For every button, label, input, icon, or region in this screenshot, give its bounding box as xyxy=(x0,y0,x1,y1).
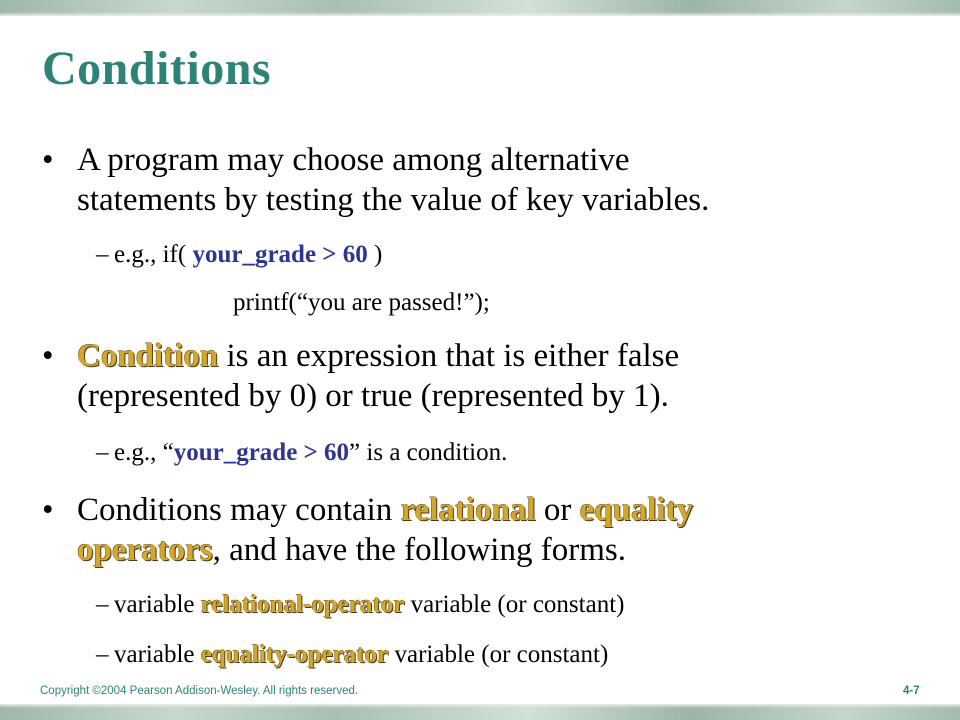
form-relational xyxy=(96,590,936,620)
bullet-part: , and have the following forms. xyxy=(212,532,626,568)
bullet-marker: • xyxy=(42,338,54,374)
dash-marker: – xyxy=(96,591,109,618)
bullet-line: is an expression that is either false xyxy=(218,338,680,374)
dash-marker: – xyxy=(96,641,109,668)
example-prefix: e.g., if( xyxy=(114,241,193,268)
form-right: variable (or constant) xyxy=(404,591,625,618)
example-suffix: ” is a condition. xyxy=(349,439,508,466)
form-left: variable xyxy=(114,641,201,668)
bullet-operators xyxy=(42,490,922,570)
bullet-text xyxy=(77,140,922,220)
form-equality xyxy=(96,640,936,670)
bullet-line: statements by testing the value of key variables. xyxy=(77,182,710,218)
emphasis-term: Condition xyxy=(77,338,219,374)
emphasis-term: relational xyxy=(400,492,536,528)
bullet-text xyxy=(77,490,922,570)
operator-term: relational-operator xyxy=(200,591,405,618)
bullet-program-choice xyxy=(42,140,922,220)
dash-marker: – xyxy=(96,241,109,268)
bullet-marker: • xyxy=(42,492,54,528)
form-right: variable (or constant) xyxy=(388,641,609,668)
example-suffix: ) xyxy=(367,241,383,268)
slide-title: Conditions xyxy=(42,42,272,95)
emphasis-term: equality xyxy=(579,492,694,528)
bottom-decorative-band xyxy=(0,704,960,720)
bullet-part: or xyxy=(535,492,580,528)
bullet-marker: • xyxy=(42,142,54,178)
example-prefix: e.g., “ xyxy=(114,439,174,466)
form-left: variable xyxy=(114,591,201,618)
example-condition xyxy=(96,438,936,468)
example-if-statement xyxy=(96,240,936,270)
top-decorative-band xyxy=(0,0,960,16)
dash-marker: – xyxy=(96,439,109,466)
code-expression: your_grade > 60 xyxy=(173,439,350,466)
operator-term: equality-operator xyxy=(200,641,389,668)
bullet-line: (represented by 0) or true (represented by 1). xyxy=(77,378,669,414)
code-expression: your_grade > 60 xyxy=(192,241,368,268)
bullet-part: Conditions may contain xyxy=(77,492,401,528)
copyright-footer: Copyright ©2004 Pearson Addison-Wesley. All rights reserved. xyxy=(40,685,359,697)
bullet-text xyxy=(77,336,922,416)
example-printf-line: printf(“you are passed!”); xyxy=(233,289,490,316)
bullet-condition-definition xyxy=(42,336,922,416)
emphasis-term: operators xyxy=(77,532,213,568)
bullet-line: A program may choose among alternative xyxy=(77,142,630,178)
page-number: 4-7 xyxy=(903,685,920,697)
